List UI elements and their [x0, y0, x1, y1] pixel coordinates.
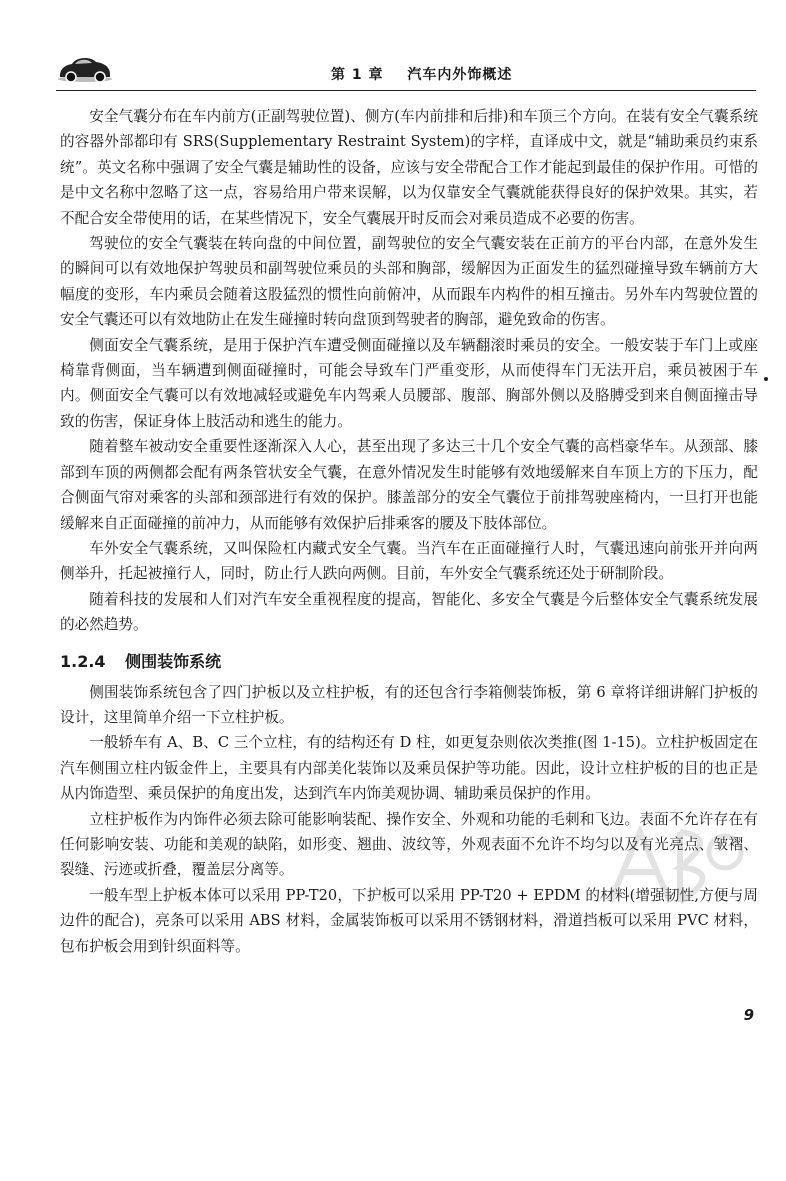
margin-mark: [764, 377, 768, 381]
paragraph: 立柱护板作为内饰件必须去除可能影响装配、操作安全、外观和功能的毛刺和飞边。表面不允许存在有任何影响安装、功能和美观的缺陷，如形变、翘曲、波纹等，外观表面不允许不均匀以及有光亮点、皱褶、裂缝、污迹或折叠，覆盖层分离等。: [60, 810, 758, 879]
paragraph: 车外安全气囊系统，又叫保险杠内藏式安全气囊。当汽车在正面碰撞行人时，气囊迅速向前张开并向两侧举升，托起被撞行人，同时，防止行人跌向两侧。目前，车外安全气囊系统还处于研制阶段。: [60, 539, 758, 583]
chapter-heading: [331, 64, 512, 84]
paragraph: 一般轿车有 A、B、C 三个立柱，有的结构还有 D 柱，如更复杂则依次类推(图 1-15)。立柱护板固定在汽车侧围立柱内钣金件上，主要具有内部美化装饰以及乘员保护等功能。因此，设计立柱护板的目的也正是从内饰造型、乘员保护的角度出发，达到汽车内饰美观协调、辅助乘员保护的作用。: [60, 734, 758, 803]
paragraph: 侧面安全气囊系统，是用于保护汽车遭受侧面碰撞以及车辆翻滚时乘员的安全。一般安装于车门上或座椅靠背侧面，当车辆遭到侧面碰撞时，可能会导致车门严重变形，从而使得车门无法开启，乘员被困于车内。侧面安全气囊可以有效地减轻或避免车内驾乘人员腰部、腹部、胸部外侧以及胳膊受到来自侧面撞击导致的伤害，保证身体上肢活动和逃生的能力。: [60, 336, 758, 430]
paragraph: 随着科技的发展和人们对汽车安全重视程度的提高，智能化、多安全气囊是今后整体安全气囊系统发展的必然趋势。: [60, 590, 758, 634]
chapter-title: 汽车内外饰概述: [407, 67, 513, 83]
page-header: [56, 50, 756, 90]
watermark-icon: [600, 812, 750, 922]
chapter-number: 第 1 章: [331, 67, 384, 83]
paragraph: 随着整车被动安全重要性逐渐深入人心，甚至出现了多达三十几个安全气囊的高档豪华车。从颈部、膝部到车顶的两侧都会配有两条管状安全气囊，在意外情况发生时能够有效地缓解来自车顶上方的下压力，配合侧面气帘对乘客的头部和颈部进行有效的保护。膝盖部分的安全气囊位于前排驾驶座椅内，一旦打开也能缓解来自正面碰撞的前冲力，从而能够有效保护后排乘客的腰及下肢体部位。: [60, 438, 758, 532]
paragraph: 一般车型上护板本体可以采用 PP-T20，下护板可以采用 PP-T20 + EPDM 的材料(增强韧性,方便与周边件的配合)，亮条可以采用 ABS 材料，金属装饰板可以采用不锈钢材料，滑道挡板可以采用 PVC 材料，包布护板会用到针织面料等。: [60, 886, 758, 955]
paragraph: 安全气囊分布在车内前方(正副驾驶位置)、侧方(车内前排和后排)和车顶三个方向。在装有安全气囊系统的容器外部都印有 SRS(Supplementary Restraint System)的字样，直译成中文，就是“辅助乘员约束系统”。英文名称中强调了安全气囊是辅助性的设备，应该与安全带配合工作才能起到最佳的保护作用。可惜的是中文名称中忽略了这一点，容易给用户带来误解，以为仅靠安全气囊就能获得良好的保护效果。其实，若不配合安全带使用的话，在某些情况下，安全气囊展开时反而会对乘员造成不必要的伤害。: [60, 108, 758, 227]
paragraph: 侧围装饰系统包含了四门护板以及立柱护板，有的还包含行李箱侧装饰板，第 6 章将详细讲解门护板的设计，这里简单介绍一下立柱护板。: [60, 683, 758, 726]
car-icon: [56, 52, 114, 84]
page-number: 9: [743, 1006, 754, 1024]
section-number: 1.2.4: [60, 651, 106, 671]
section-heading: [60, 650, 758, 674]
section-title: 侧围装饰系统: [125, 651, 222, 671]
paragraph: 驾驶位的安全气囊装在转向盘的中间位置，副驾驶位的安全气囊安装在正前方的平台内部，在意外发生的瞬间可以有效地保护驾驶员和副驾驶位乘员的头部和胸部，缓解因为正面发生的猛烈碰撞导致车辆前方大幅度的变形，车内乘员会随着这股猛烈的惯性向前俯冲，从而跟车内构件的相互撞击。另外车内驾驶位置的安全气囊还可以有效地防止在发生碰撞时转向盘顶到驾驶者的胸部，避免致命的伤害。: [60, 235, 758, 329]
header-rule: [56, 90, 756, 91]
